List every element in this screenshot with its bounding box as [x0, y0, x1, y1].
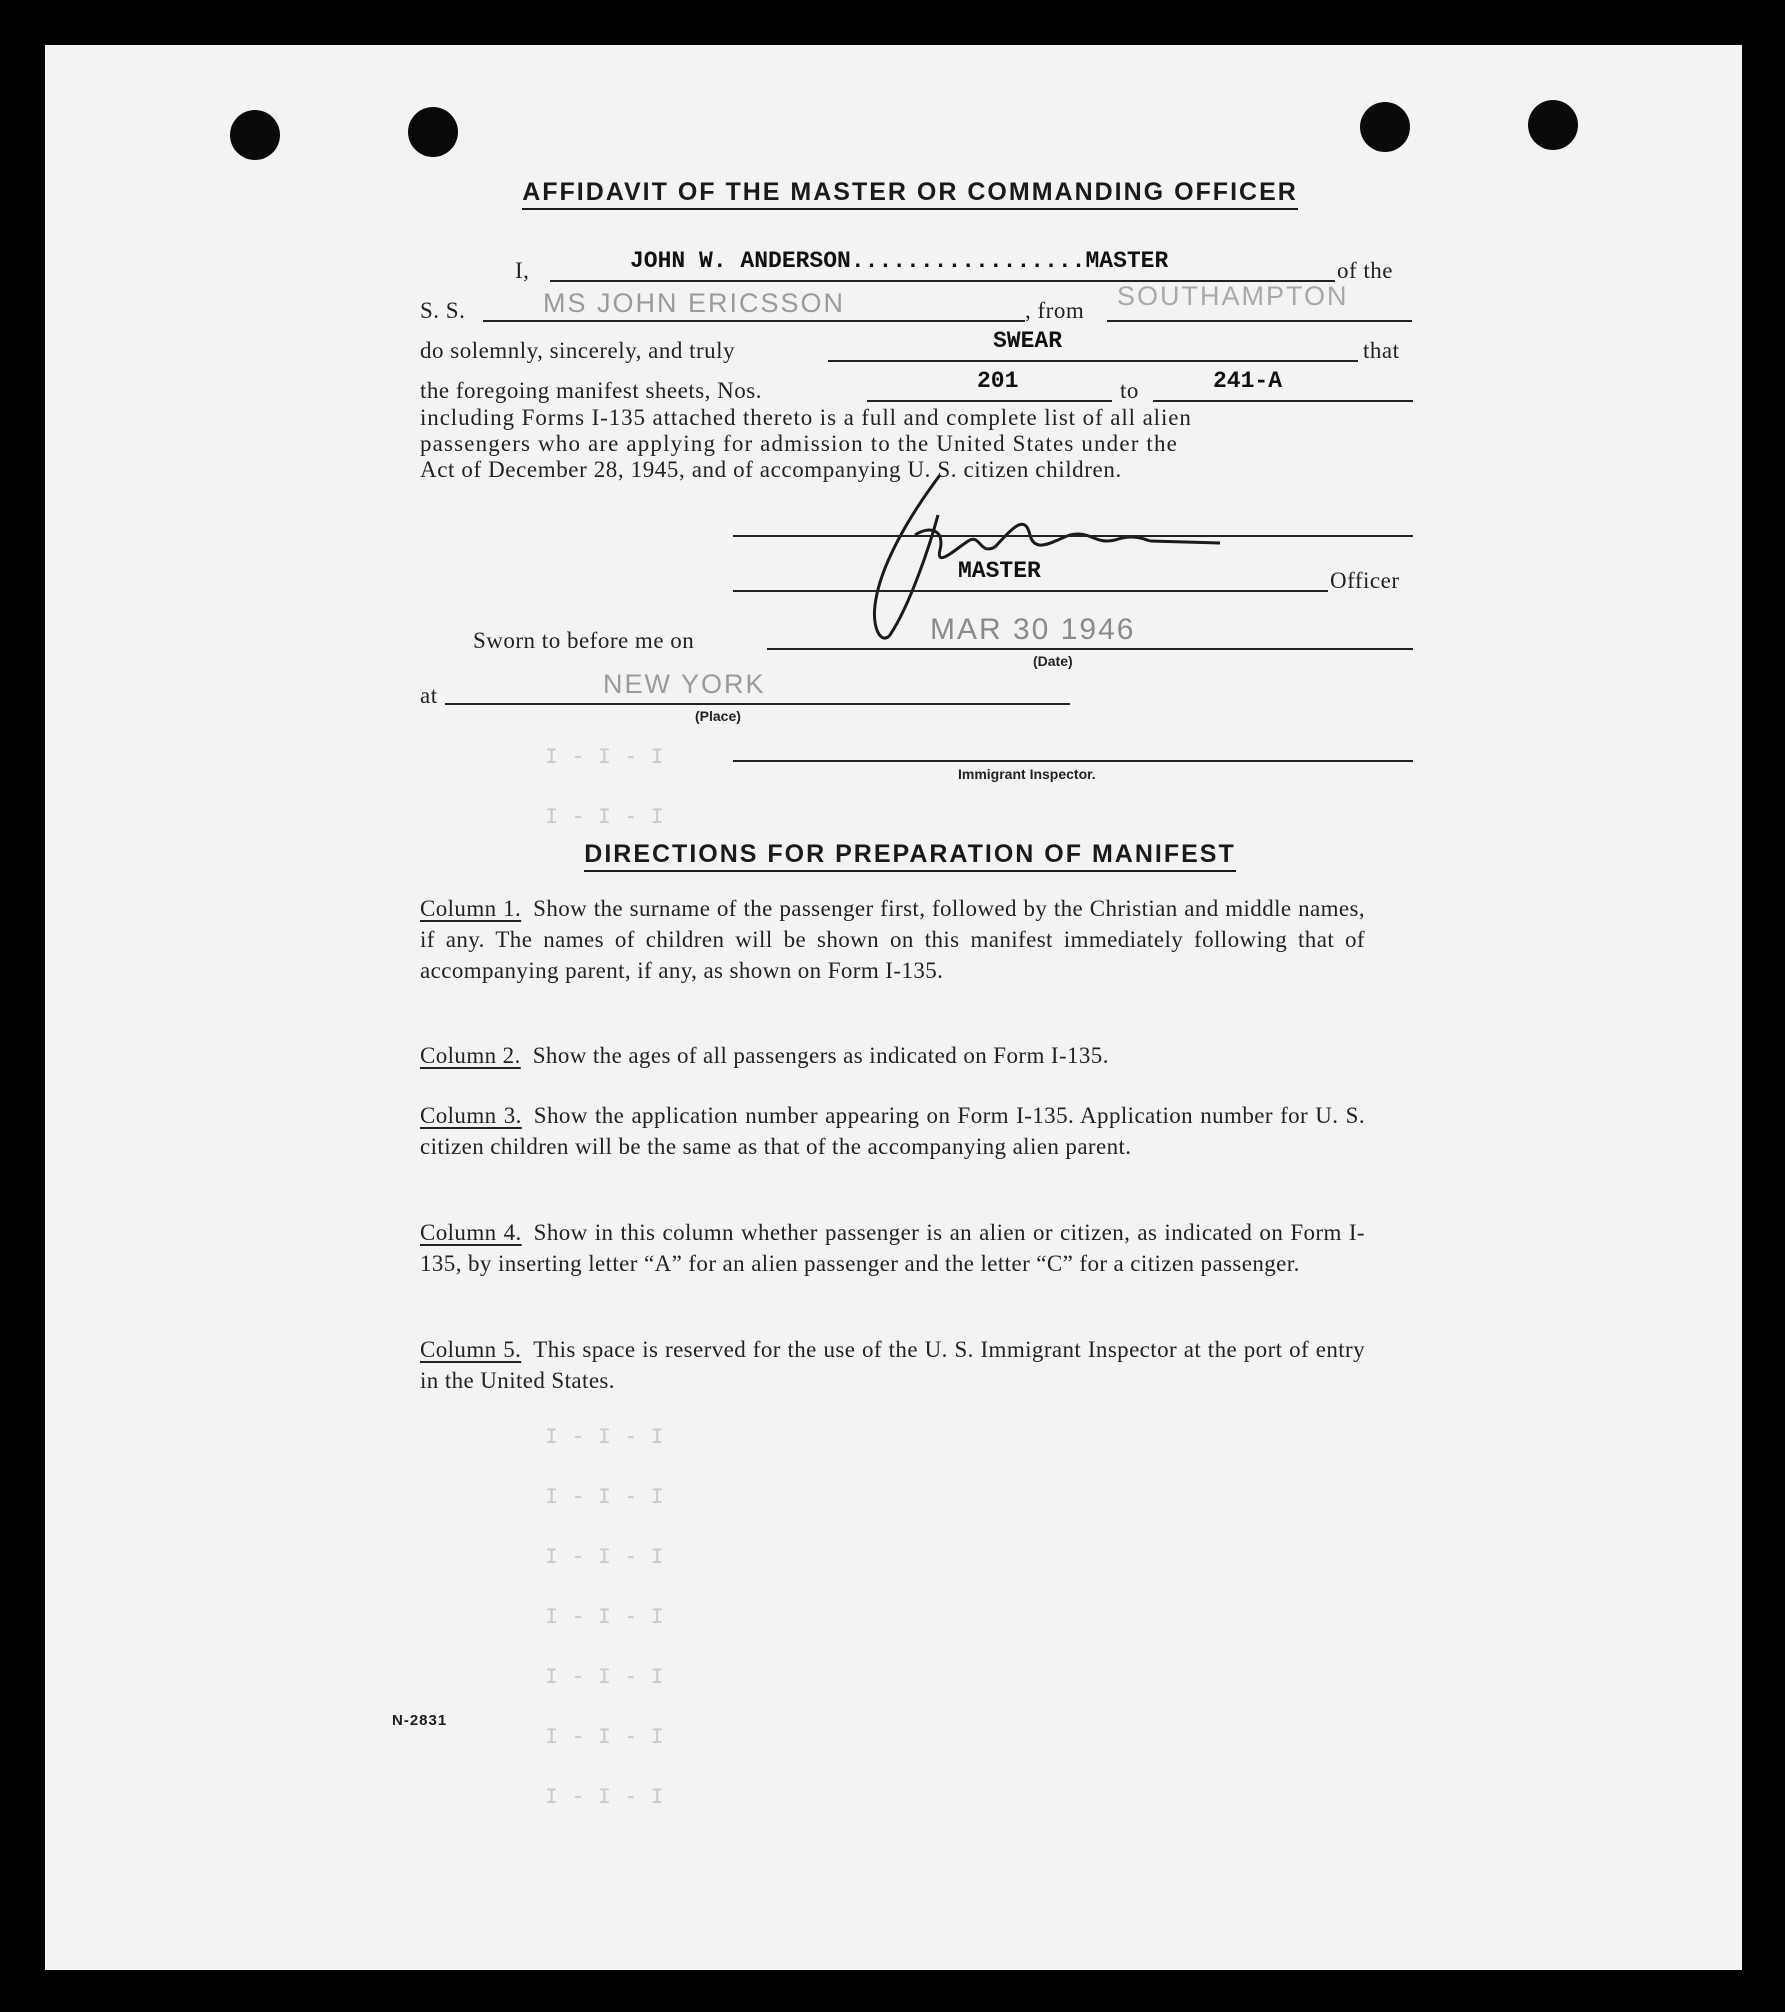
direction-column-3	[420, 1100, 1365, 1162]
ghost-marks: I - I - I	[545, 1785, 664, 1810]
ghost-marks: I - I - I	[545, 1485, 664, 1510]
sworn-date-stamp: MAR 30 1946	[930, 613, 1136, 646]
from-port-stamp: SOUTHAMPTON	[1117, 281, 1349, 311]
from-port-line	[1107, 320, 1412, 322]
affidavit-body-line2: passengers who are applying for admission to the United States under the	[420, 431, 1178, 456]
place-stamp: NEW YORK	[603, 669, 766, 699]
line1-suffix: of the	[1337, 258, 1394, 283]
place-line	[445, 703, 1070, 705]
column-5-text: This space is reserved for the use of the U. S. Immigrant Inspector at the port of entry in the United States.	[420, 1337, 1365, 1393]
directions-title: DIRECTIONS FOR PREPARATION OF MANIFEST	[455, 840, 1365, 869]
column-2-text: Show the ages of all passengers as indicated on Form I-135.	[532, 1043, 1109, 1068]
ghost-marks: I - I - I	[545, 1725, 664, 1750]
ghost-marks: I - I - I	[545, 1425, 664, 1450]
sheet-from: 201	[977, 368, 1019, 394]
line4-to: to	[1120, 378, 1139, 403]
oath-line	[828, 360, 1358, 362]
master-name: JOHN W. ANDERSON.................MASTER	[630, 248, 1169, 274]
punch-hole-3	[1360, 102, 1410, 152]
officer-line	[733, 590, 1328, 592]
direction-column-2	[420, 1040, 1365, 1071]
sworn-date-line	[767, 648, 1413, 650]
affidavit-title: AFFIDAVIT OF THE MASTER OR COMMANDING OFFICER	[455, 178, 1365, 207]
line2-middle: , from	[1025, 298, 1085, 323]
affidavit-body-line3: Act of December 28, 1945, and of accompanying U. S. citizen children.	[420, 457, 1122, 482]
document-page	[45, 45, 1742, 1970]
sheet-to: 241-A	[1213, 368, 1283, 394]
punch-hole-1	[230, 110, 280, 160]
form-number: N-2831	[392, 1712, 448, 1729]
column-4-name: Column 4.	[420, 1220, 522, 1245]
ghost-marks: I - I - I	[545, 805, 664, 830]
column-1-name: Column 1.	[420, 896, 522, 921]
ghost-marks: I - I - I	[545, 1605, 664, 1630]
direction-column-5	[420, 1334, 1365, 1396]
affidavit-body-line1: including Forms I-135 attached thereto is a full and complete list of all alien	[420, 405, 1192, 430]
signature-line	[733, 535, 1413, 537]
column-3-name: Column 3.	[420, 1103, 522, 1128]
ghost-marks: I - I - I	[545, 1665, 664, 1690]
line3-suffix: that	[1363, 338, 1400, 363]
line1-prefix: I,	[515, 258, 530, 283]
ship-name-line	[483, 320, 1025, 322]
ghost-marks: I - I - I	[545, 1545, 664, 1570]
date-label: (Date)	[1033, 653, 1073, 669]
officer-suffix: Officer	[1330, 568, 1400, 593]
inspector-label: Immigrant Inspector.	[958, 766, 1096, 782]
line2-prefix: S. S.	[420, 298, 466, 323]
officer-title: MASTER	[958, 558, 1041, 584]
ship-name-stamp: MS JOHN ERICSSON	[543, 288, 846, 318]
direction-column-1	[420, 893, 1365, 986]
sworn-prefix: Sworn to before me on	[473, 628, 695, 653]
at-prefix: at	[420, 683, 438, 708]
column-4-text: Show in this column whether passenger is an alien or citizen, as indicated on Form I-135, by inserting letter “A” for an alien passenger and the letter “C” for a citizen passenger.	[420, 1220, 1365, 1276]
place-label: (Place)	[695, 708, 741, 724]
direction-column-4	[420, 1217, 1365, 1279]
punch-hole-4	[1528, 100, 1578, 150]
inspector-line	[733, 760, 1413, 762]
column-3-text: Show the application number appearing on Form I-135. Application number for U. S. citizen children will be the same as that of the accompanying alien parent.	[420, 1103, 1365, 1159]
oath-word: SWEAR	[993, 328, 1063, 354]
line4-prefix: the foregoing manifest sheets, Nos.	[420, 378, 762, 403]
punch-hole-2	[408, 107, 458, 157]
line3-prefix: do solemnly, sincerely, and truly	[420, 338, 736, 363]
column-5-name: Column 5.	[420, 1337, 522, 1362]
sheet-to-line	[1153, 400, 1413, 402]
column-1-text: Show the surname of the passenger first, followed by the Christian and middle names, if any. The names of children will be shown on this manifest immediately following that of accompanying parent, if any, as shown on Form I-135.	[420, 896, 1365, 983]
ghost-marks: I - I - I	[545, 745, 664, 770]
sheet-from-line	[867, 400, 1112, 402]
column-2-name: Column 2.	[420, 1043, 521, 1068]
